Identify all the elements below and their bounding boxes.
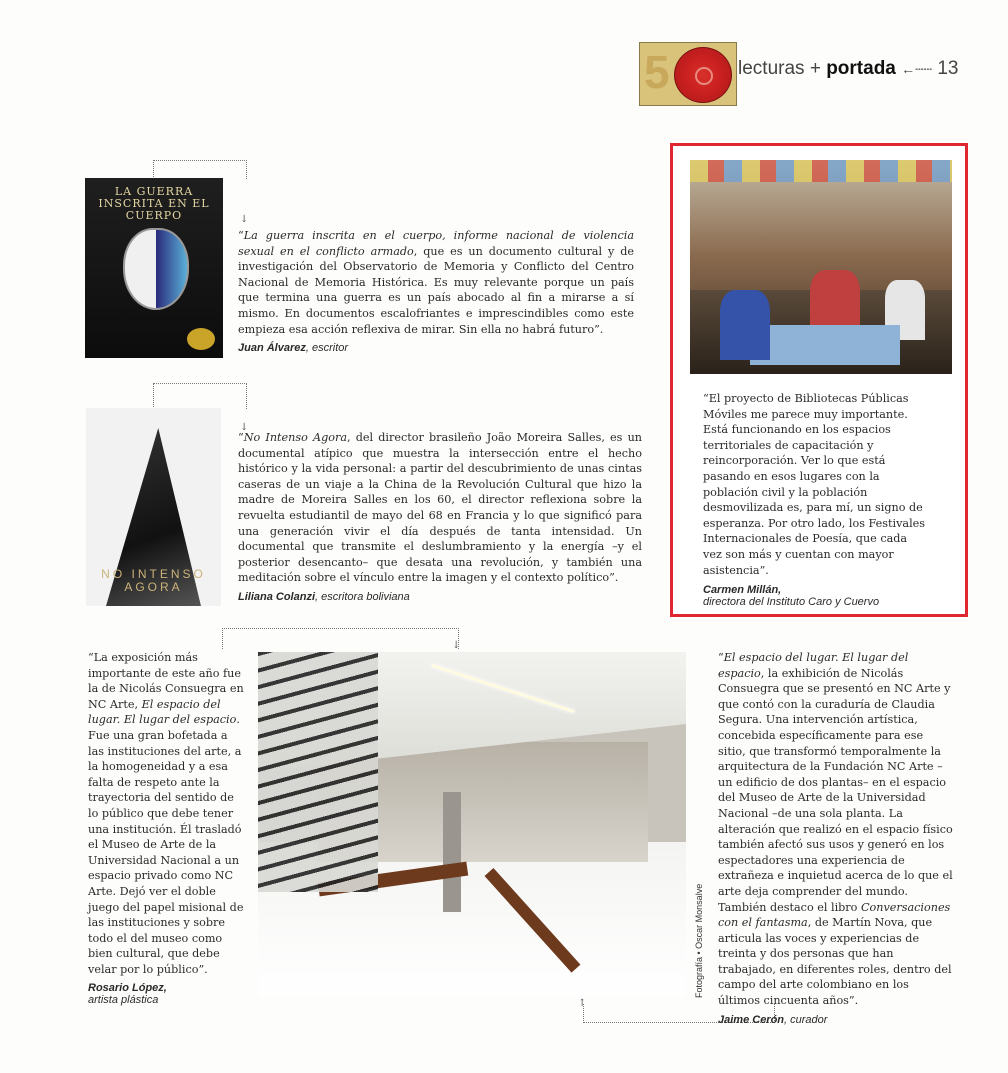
book-cover-title: LA GUERRA INSCRITA EN EL CUERPO: [98, 185, 210, 222]
exhibition-title: El espacio del lugar. El lugar del espacio: [718, 651, 909, 680]
review-block-alvarez: [238, 228, 634, 354]
review-block-ceron: [718, 650, 954, 1026]
film-poster-no-intenso-agora: [86, 408, 221, 606]
connector-line: [222, 628, 459, 649]
reviewer-signature: [703, 584, 925, 608]
header-separator: +: [809, 58, 821, 79]
page-header: [738, 58, 958, 80]
book-title: Conversaciones con el fantasma: [718, 900, 951, 930]
seal-icon: [187, 328, 215, 350]
poster-title: NO INTENSO AGORA: [101, 567, 206, 594]
reviewer-name: Rosario López,: [88, 982, 167, 995]
reviewer-role: , escritora boliviana: [315, 590, 410, 603]
page-number: 13: [937, 58, 959, 79]
exhibition-title: El espacio del lugar. El lugar del espacio: [88, 697, 237, 727]
arrow-up-icon: ↑: [578, 998, 587, 1009]
mask-illustration: [123, 228, 189, 310]
header-section-bold: portada: [826, 58, 896, 79]
review-block-millan: [703, 391, 925, 608]
reviewer-role: artista plástica: [88, 994, 159, 1007]
reviewer-role: , curador: [784, 1013, 828, 1026]
review-text: “La exposición más importante de este año fue la de Nicolás Consuegra en NC Arte, El espacio del lugar. El lugar del espacio. Fue una gran bofetada a las instituciones del arte, a la homogeneidad y a esa falta de respeto ante la trayectoria del sentido de lo público que debe tener una institución. Él trasladó el Museo de Arte de la Universidad Nacional a un espacio privado como NC Arte. Dejó ver el doble juego del papel misional de las instituciones y sobre todo el del museo como bien cultural, que debe velar por lo público”.: [88, 651, 244, 976]
film-title: No Intenso Agora: [243, 431, 348, 444]
review-block-lopez: [88, 650, 246, 1006]
reviewer-role: directora del Instituto Caro y Cuervo: [703, 596, 880, 609]
exhibition-space-photo: [258, 652, 686, 996]
reviewer-signature: [718, 1014, 954, 1026]
book-cover-guerra-inscrita: [85, 178, 223, 358]
review-text: “La guerra inscrita en el cuerpo, informe nacional de violencia sexual en el conflicto armado, que es un documento cultural y de investigación del Observatorio de Memoria y Conflicto del Centro Nacional de Memoria Histórica. Es muy relevante porque un país que termina una guerra es un país abocado al fin a mirarse a sí mismo. En documentos escalofriantes e imprescindibles como este empieza esa acción reflexiva de mirar. Sin ella no habrá futuro”.: [238, 229, 634, 336]
reviewer-name: Juan Álvarez: [238, 342, 306, 355]
reviewer-name: Jaime Cerón: [718, 1013, 785, 1026]
review-text: “No Intenso Agora, del director brasileño João Moreira Salles, es un documental atípico que muestra la intersección entre el hecho histórico y la vida personal: a partir del descubrimiento de unas cintas caseras de un viaje a la China de la Revolución Cultural que hizo la madre de Moreira Salles en los 60, el director reflexiona sobre la revuelta estudiantil de mayo del 68 en Francia y lo que significó para una generación vivir el día después de tanta intensidad. Un documental que transmite el deslumbramiento y la energía –y el posterior desencanto– que desata una revolución, y también una meditación sobre el vínculo entre la imagen y el contexto político”.: [238, 431, 642, 585]
review-text: “El espacio del lugar. El lugar del espacio, la exhibición de Nicolás Consuegra que se presentó en NC Arte y que contó con la curaduría de Claudia Segura. Una intervención artística, concebida específicamente para ese sitio, que transformó temporalmente la arquitectura de la Fundación NC Arte –un edificio de dos plantas– en el espacio del Museo de Arte de la Universidad Nacional –de una sola planta. La alteración que realizó en el espacio físico también afectó sus usos y generó en los espectadores una experiencia de extrañeza e inquietud acerca de lo que el arte deja comprender del mundo. También destaco el libro Conversaciones con el fantasma, de Martín Nova, que articula las voces y experiencias de treinta y dos personas que han trabajado, en diferentes roles, dentro del campo del arte colombiano en los últimos cincuenta años”.: [718, 651, 953, 1008]
arrow-down-icon: ↓: [240, 214, 249, 225]
reviewer-name: Carmen Millán,: [703, 584, 782, 597]
book-title: La guerra inscrita en el cuerpo, informe nacional de violencia sexual en el conflicto armado: [238, 229, 634, 258]
arrow-down-icon: ↓: [452, 640, 461, 651]
reviewer-signature: [238, 591, 642, 603]
header-section: lecturas: [738, 58, 805, 79]
reviewer-role: , escritor: [305, 342, 349, 355]
reviewer-signature: [238, 342, 634, 354]
reviewer-name: Liliana Colanzi: [238, 590, 316, 603]
connector-line: [153, 160, 247, 179]
fifty-anniversary-logo: 5: [639, 42, 737, 106]
reviewer-signature: [88, 982, 246, 1006]
connector-line: [153, 383, 247, 409]
review-text: “El proyecto de Bibliotecas Públicas Móviles me parece muy importante. Está funcionando en los espacios territoriales de capacitación y reincorporación. Ver lo que está pasando en esos lugares con la población civil y la población desmovilizada es, para mí, un signo de esperanza. Por otro lado, los Festivales Internacionales de Poesía, que cada vez son más y cuentan con mayor asistencia”.: [703, 392, 926, 577]
arrow-down-icon: ↓: [240, 422, 249, 433]
arrow-left-icon: ←┄┄: [901, 61, 933, 77]
library-children-photo: [690, 160, 952, 374]
review-block-colanzi: [238, 430, 642, 603]
photo-credit: Fotografía • Oscar Monsalve: [694, 883, 704, 998]
